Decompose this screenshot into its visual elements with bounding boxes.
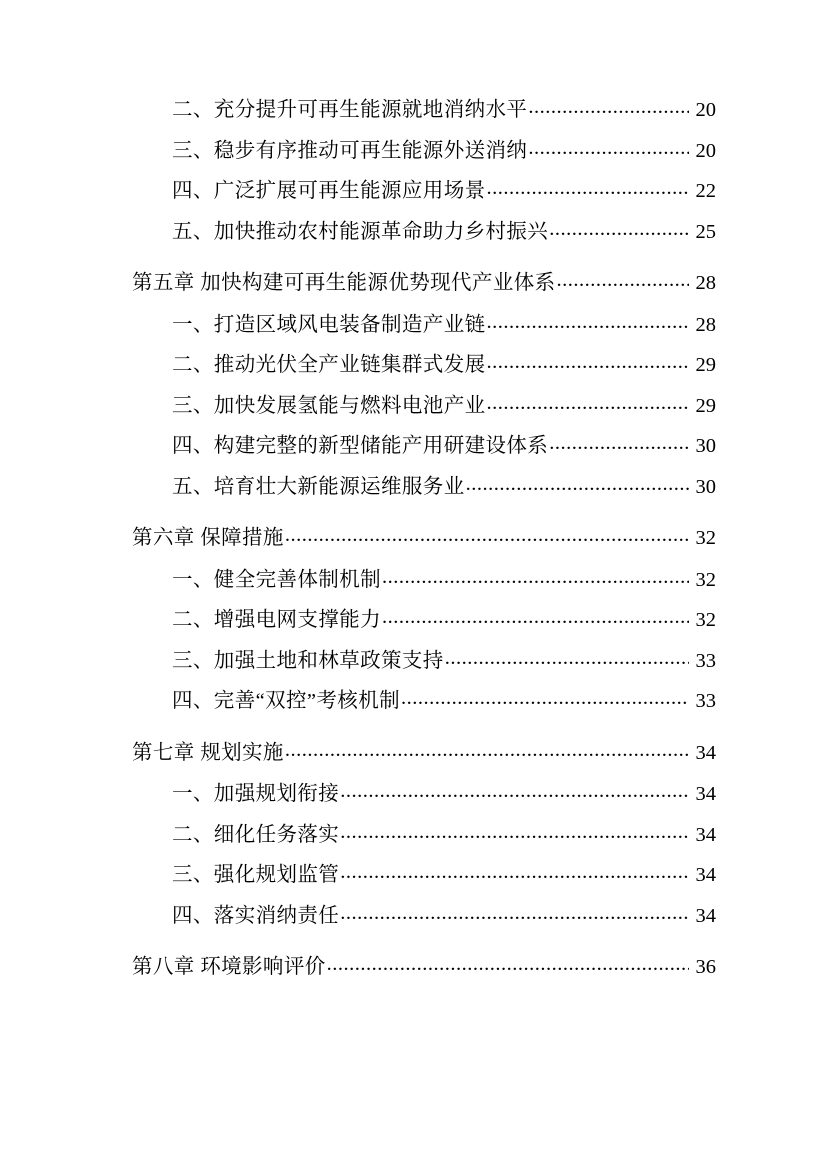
toc-entry-page-number: 28 <box>695 313 716 336</box>
toc-entry-page-number: 34 <box>695 864 716 886</box>
toc-entry-label: 五、加快推动农村能源革命助力乡村振兴 <box>172 220 549 243</box>
toc-spacer <box>110 926 716 957</box>
toc-leader-dots <box>340 781 689 802</box>
toc-entry-page-number: 33 <box>695 690 716 712</box>
toc-spacer <box>110 497 716 528</box>
toc-leader-dots <box>487 312 690 333</box>
toc-entry-label: 一、健全完善体制机制 <box>172 568 381 591</box>
toc-entry-page-number: 22 <box>695 180 716 202</box>
toc-entry-label: 四、落实消纳责任 <box>172 904 340 927</box>
toc-entry[interactable] <box>110 957 716 978</box>
toc-leader-dots <box>285 525 689 546</box>
toc-leader-dots <box>340 903 689 924</box>
toc-leader-dots <box>549 433 689 454</box>
toc-entry-page-number: 33 <box>695 649 716 672</box>
toc-entry[interactable] <box>110 273 716 294</box>
toc-leader-dots <box>382 607 689 628</box>
toc-leader-dots <box>528 138 689 159</box>
toc-entry-label: 二、充分提升可再生能源就地消纳水平 <box>172 99 528 121</box>
toc-entry-page-number: 29 <box>695 354 716 376</box>
toc-entry[interactable] <box>110 222 716 243</box>
toc-leader-dots <box>549 219 689 240</box>
toc-entry[interactable] <box>110 825 716 846</box>
toc-entry-page-number: 30 <box>695 435 716 457</box>
toc-entry[interactable] <box>110 906 716 927</box>
toc-entry-page-number: 20 <box>695 99 716 121</box>
toc-entry[interactable] <box>110 355 716 376</box>
toc-entry[interactable] <box>110 528 716 549</box>
toc-entry[interactable] <box>110 743 716 764</box>
toc-entry[interactable] <box>110 181 716 202</box>
toc-entry[interactable] <box>110 651 716 672</box>
toc-leader-dots <box>487 178 690 199</box>
toc-entry-label: 三、稳步有序推动可再生能源外送消纳 <box>172 139 528 162</box>
toc-entry-page-number: 30 <box>695 475 716 498</box>
toc-entry-page-number: 32 <box>695 527 716 549</box>
toc-entry-page-number: 32 <box>695 609 716 631</box>
toc-entry-page-number: 34 <box>695 783 716 805</box>
toc-leader-dots <box>487 352 690 373</box>
toc-entry-label: 三、强化规划监管 <box>172 864 340 886</box>
toc-entry[interactable] <box>110 865 716 886</box>
toc-leader-dots <box>401 688 689 709</box>
toc-leader-dots <box>466 474 689 495</box>
toc-leader-dots <box>285 740 689 761</box>
toc-entry[interactable] <box>110 396 716 417</box>
toc-entry-page-number: 36 <box>695 956 716 978</box>
toc-entry[interactable] <box>110 691 716 712</box>
toc-entry-label: 二、增强电网支撑能力 <box>172 609 381 631</box>
table-of-contents <box>110 100 716 978</box>
toc-entry[interactable] <box>110 100 716 121</box>
toc-entry[interactable] <box>110 141 716 162</box>
toc-entry-label: 二、细化任务落实 <box>172 823 340 846</box>
toc-entry-label: 第五章 加快构建可再生能源优势现代产业体系 <box>132 272 556 294</box>
toc-leader-dots <box>487 393 690 414</box>
toc-entry-label: 四、完善“双控”考核机制 <box>172 690 400 712</box>
toc-entry[interactable] <box>110 570 716 591</box>
toc-entry-label: 五、培育壮大新能源运维服务业 <box>172 475 465 498</box>
toc-entry-page-number: 20 <box>695 139 716 162</box>
toc-leader-dots <box>445 648 689 669</box>
toc-entry-label: 三、加强土地和林草政策支持 <box>172 649 444 672</box>
toc-entry-page-number: 29 <box>695 394 716 417</box>
toc-entry[interactable] <box>110 436 716 457</box>
toc-entry-label: 一、打造区域风电装备制造产业链 <box>172 313 486 336</box>
toc-leader-dots <box>340 822 689 843</box>
toc-entry-label: 四、构建完整的新型储能产用研建设体系 <box>172 435 549 457</box>
toc-entry-label: 一、加强规划衔接 <box>172 783 340 805</box>
toc-leader-dots <box>327 954 689 975</box>
toc-entry-label: 三、加快发展氢能与燃料电池产业 <box>172 394 486 417</box>
toc-entry[interactable] <box>110 315 716 336</box>
toc-entry[interactable] <box>110 610 716 631</box>
toc-entry-page-number: 25 <box>695 220 716 243</box>
toc-spacer <box>110 712 716 743</box>
toc-leader-dots <box>557 270 689 291</box>
toc-leader-dots <box>382 567 689 588</box>
toc-entry-label: 四、广泛扩展可再生能源应用场景 <box>172 180 486 202</box>
toc-entry-label: 第六章 保障措施 <box>132 527 284 549</box>
toc-entry-label: 第七章 规划实施 <box>132 741 284 764</box>
toc-entry-page-number: 32 <box>695 568 716 591</box>
toc-entry-label: 二、推动光伏全产业链集群式发展 <box>172 354 486 376</box>
toc-entry-label: 第八章 环境影响评价 <box>132 956 326 978</box>
toc-spacer <box>110 242 716 273</box>
toc-entry-page-number: 28 <box>695 272 716 294</box>
toc-entry[interactable] <box>110 784 716 805</box>
toc-entry-page-number: 34 <box>695 741 716 764</box>
toc-entry-page-number: 34 <box>695 904 716 927</box>
toc-leader-dots <box>340 862 689 883</box>
toc-leader-dots <box>528 97 689 118</box>
toc-entry[interactable] <box>110 477 716 498</box>
toc-entry-page-number: 34 <box>695 823 716 846</box>
